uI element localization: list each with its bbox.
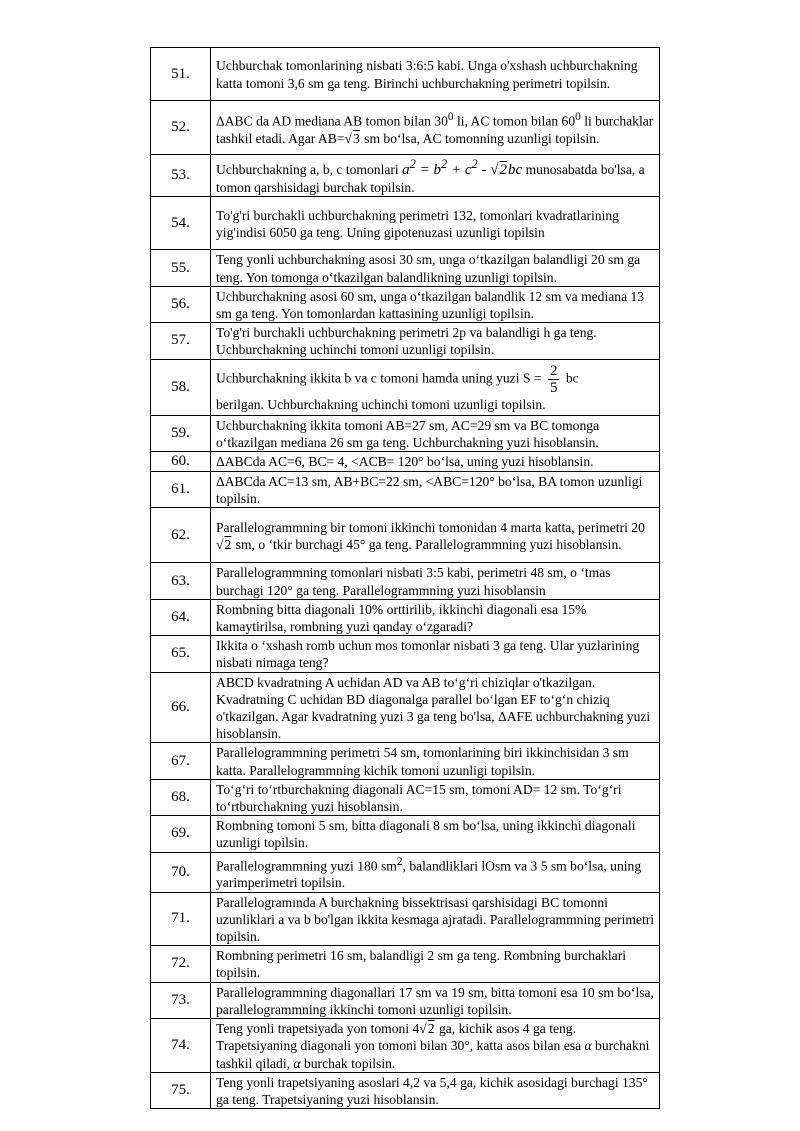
problem-number: 69.: [151, 816, 211, 852]
sqrt-expression: √2: [490, 162, 508, 178]
text-part: Uchburchakning a, b, c tomonlari: [216, 162, 403, 177]
problem-text: Teng yonli trapetsiyaning asoslari 4,2 va 5,4 ga, kichik asosidagi burchagi 135° ga teng. Trapetsiyaning yuzi hisoblansin.: [211, 1073, 660, 1109]
problem-text: To'g'ri burchakli uchburchakning perimetri 2p va balandligi h ga teng. Uchburchakning uchinchi tomoni uzunligi topilsin.: [211, 323, 660, 359]
text-part: burchakni tashkil qiladi,: [216, 1038, 650, 1071]
text-part: sm, o ‘tkir burchagi 45° ga teng. Parallelogrammning yuzi hisoblansin.: [232, 536, 622, 552]
text-part: sm bo‘lsa, AC tomonning uzunligi topilsin.: [360, 130, 600, 146]
text-part: burchak topilsin.: [300, 1055, 396, 1071]
alpha-symbol: α: [293, 1055, 301, 1071]
problem-number: 64.: [151, 599, 211, 635]
problem-number: 75.: [151, 1073, 211, 1109]
table-row: [151, 636, 660, 672]
table-row: [151, 155, 660, 197]
problem-number: 60.: [151, 452, 211, 472]
problem-number: 74.: [151, 1019, 211, 1073]
radicand: 3: [352, 130, 360, 146]
table-row: [151, 743, 660, 779]
degree-superscript: 0: [447, 111, 454, 124]
table-row: [151, 672, 660, 743]
problems-table: [150, 47, 660, 1109]
text-part: ΔABC da AD mediana AB tomon bilan 30: [216, 113, 448, 129]
problem-text: [211, 852, 660, 892]
sqrt-expression: √2: [216, 536, 232, 552]
problem-number: 57.: [151, 323, 211, 359]
table-row: [151, 563, 660, 599]
problem-text: Teng yonli uchburchakning asosi 30 sm, unga o‘tkazilgan balandligi 20 sm ga teng. Yon tomonga o‘tkazilgan balandlikning uzunligi topilsin.: [211, 250, 660, 286]
text-part: munosabatda bo'lsa, a tomon qarshisidagi burchak topilsin.: [216, 162, 645, 196]
problem-text: [211, 359, 660, 415]
problem-number: 72.: [151, 946, 211, 982]
problem-text: ΔABCda AC=6, BC= 4, <ACB= 120° bo‘lsa, uning yuzi hisoblansin.: [211, 452, 660, 472]
degree-superscript: 0: [575, 111, 581, 124]
problem-text: Parallelogrammning diagonallari 17 sm va 19 sm, bitta tomoni esa 10 sm bo‘lsa, parallelogrammning ikkinchi tomoni uzunligi topilsin.: [211, 982, 660, 1018]
table-row: [151, 892, 660, 946]
fraction: [548, 363, 560, 396]
problem-number: 55.: [151, 250, 211, 286]
table-row: [151, 946, 660, 982]
text-part: berilgan. Uchburchakning uchinchi tomoni uzunligi topilsin.: [216, 396, 546, 412]
problem-text: Parallelogrammning perimetri 54 sm, tomonlarining biri ikkinchisidan 3 sm katta. Parallelogrammning kichik tomoni uzunligi topilsin.: [211, 743, 660, 779]
radicand: 2: [427, 1021, 435, 1037]
radicand: 2: [224, 536, 232, 552]
problem-number: 67.: [151, 743, 211, 779]
problem-number: 71.: [151, 892, 211, 946]
fraction-denominator: 5: [549, 379, 558, 396]
problem-number: 56.: [151, 286, 211, 322]
table-row: [151, 1073, 660, 1109]
table-row: [151, 197, 660, 250]
problem-text: Rombning bitta diagonali 10% orttirilib, ikkinchi diagonali esa 15% kamaytirilsa, rombning yuzi qanday o‘zgaradi?: [211, 599, 660, 635]
text-part: Uchburchakning ikkita b va c tomoni hamda uning yuzi S =: [216, 370, 545, 386]
text-part: Teng yonli trapetsiyada yon tomoni 4: [216, 1021, 420, 1037]
problem-text: [211, 101, 660, 155]
table-row: [151, 508, 660, 563]
problem-text: Uchburchak tomonlarining nisbati 3:6:5 kabi. Unga o'xshash uchburchakning katta tomoni 3,6 sm ga teng. Birinchi uchburchakning perimetri topilsin.: [211, 48, 660, 101]
problem-text: ΔABCda AC=13 sm, AB+BC=22 sm, <ABC=120° bo‘lsa, BA tomon uzunligi topilsin.: [211, 472, 660, 508]
problem-number: 54.: [151, 197, 211, 250]
problem-number: 65.: [151, 636, 211, 672]
problem-text: [211, 155, 660, 197]
table-row: [151, 1019, 660, 1073]
alpha-symbol: α: [584, 1038, 592, 1054]
table-row: [151, 779, 660, 815]
problem-number: 52.: [151, 101, 211, 155]
text-part: Parallelogrammning bir tomoni ikkinchi tomonidan 4 marta katta, perimetri 20: [216, 519, 645, 535]
problem-text: Uchburchakning ikkita tomoni AB=27 sm, AC=29 sm va BC tomonga o‘tkazilgan mediana 26 sm ga teng. Uchburchakning yuzi hisoblansin.: [211, 415, 660, 451]
text-part: li, AC tomon bilan 60: [453, 113, 576, 129]
table-row: [151, 286, 660, 322]
table-row: [151, 48, 660, 101]
problem-text: Uchburchakning asosi 60 sm, unga o‘tkazilgan balandlik 12 sm va mediana 13 sm ga teng. Yon tomonlardan kattasining uzunligi topilsin.: [211, 286, 660, 322]
problem-text: To‘g‘ri to‘rtburchakning diagonali AC=15 sm, tomoni AD= 12 sm. To‘g‘ri to‘rtburchakning yuzi hisoblansin.: [211, 779, 660, 815]
problem-text: To'g'ri burchakli uchburchakning perimetri 132, tomonlari kvadratlarining yig'indisi 6050 ga teng. Uning gipotenuzasi uzunligi topilsin: [211, 197, 660, 250]
problem-number: 66.: [151, 672, 211, 743]
text-part: li burchaklar tashkil etadi. Agar AB=: [216, 113, 654, 146]
problem-number: 63.: [151, 563, 211, 599]
table-row: [151, 359, 660, 415]
sqrt-expression: √3: [344, 130, 360, 146]
table-row: [151, 852, 660, 892]
problem-number: 58.: [151, 359, 211, 415]
table-row: [151, 599, 660, 635]
text-part: bc: [562, 370, 579, 386]
problem-number: 59.: [151, 415, 211, 451]
problem-number: 61.: [151, 472, 211, 508]
fraction-numerator: 2: [549, 362, 558, 379]
table-row: [151, 415, 660, 451]
problem-number: 53.: [151, 155, 211, 197]
text-part: , balandliklari lOsm va 3 5 sm bo‘lsa, uning yarimperimetri topilsin.: [216, 858, 642, 891]
problem-number: 68.: [151, 779, 211, 815]
text-part: Parallelogrammning yuzi 180 sm: [216, 858, 397, 874]
sqrt-expression: √2: [419, 1021, 435, 1037]
formula: $a^2 = b^2 + c^2 - √2bc$: [402, 157, 523, 178]
table-row: [151, 250, 660, 286]
square-superscript: 2: [396, 855, 403, 868]
problem-number: 70.: [151, 852, 211, 892]
table-row: [151, 101, 660, 155]
table-row: [151, 982, 660, 1018]
problem-text: Parallelogrammning tomonlari nisbati 3:5 kabi, perimetri 48 sm, o ‘tmas burchagi 120° ga teng. Parallelogrammning yuzi hisoblansin: [211, 563, 660, 599]
problem-text: [211, 1019, 660, 1073]
table-row: [151, 452, 660, 472]
problem-text: [211, 508, 660, 563]
problem-number: 73.: [151, 982, 211, 1018]
text-part: ga, kichik asos 4 ga teng. Trapetsiyaning diagonali yon tomoni bilan 30°, katta asos bilan esa: [216, 1021, 585, 1054]
problem-text: Rombning tomoni 5 sm, bitta diagonali 8 sm bo‘lsa, uning ikkinchi diagonali uzunligi topilsin.: [211, 816, 660, 852]
problem-text: Ikkita o ‘xshash romb uchun mos tomonlar nisbati 3 ga teng. Ular yuzlarining nisbati nimaga teng?: [211, 636, 660, 672]
table-row: [151, 323, 660, 359]
problem-number: 51.: [151, 48, 211, 101]
problem-text: ABCD kvadratning A uchidan AD va AB to‘g‘ri chiziqlar o'tkazilgan. Kvadratning C uchidan BD diagonalga parallel bo‘lgan EF to‘g‘n chiziq o'tkazilgan. Agar kvadratning yuzi 3 ga teng bo'lsa, ΔAFE uchburchakning yuzi hisoblansin.: [211, 672, 660, 743]
table-row: [151, 816, 660, 852]
problem-number: 62.: [151, 508, 211, 563]
problem-text: Rombning perimetri 16 sm, balandligi 2 sm ga teng. Rombning burchaklari topilsin.: [211, 946, 660, 982]
problem-text: Parallelogramında A burchakning bissektrisasi qarshisidagi BC tomonni uzunliklari a va b bo'lgan ikkita kesmaga ajratadi. Parallelogrammning perimetri topilsin.: [211, 892, 660, 946]
table-row: [151, 472, 660, 508]
